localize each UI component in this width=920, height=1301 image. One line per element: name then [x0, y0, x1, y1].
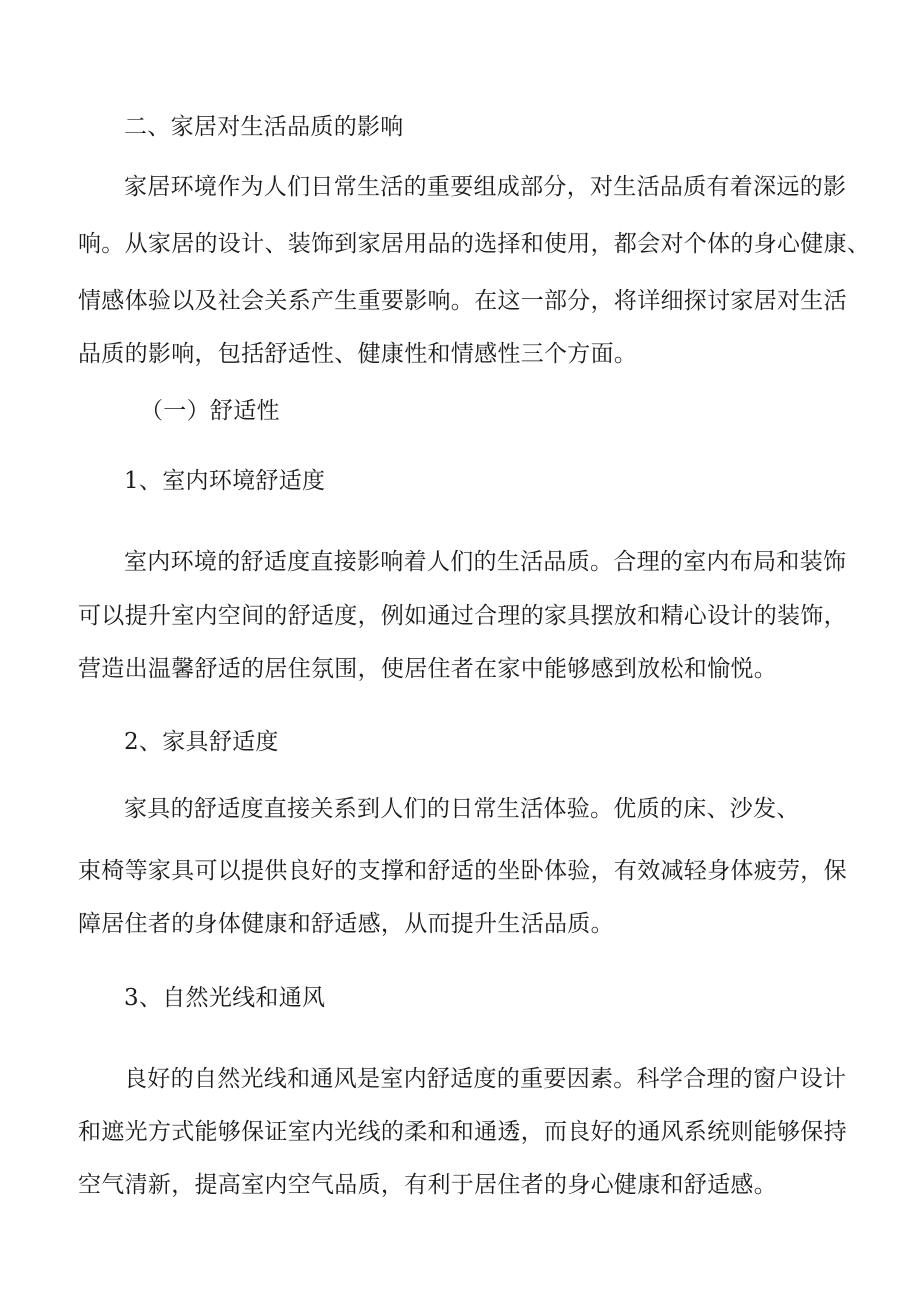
subsection-heading: （一）舒适性	[140, 398, 280, 424]
paragraph-line: 良好的自然光线和通风是室内舒适度的重要因素。科学合理的窗户设计	[124, 1066, 847, 1092]
paragraph-line: 营造出温馨舒适的居住氛围，使居住者在家中能够感到放松和愉悦。	[78, 656, 777, 682]
intro-line: 家居环境作为人们日常生活的重要组成部分，对生活品质有着深远的影	[124, 174, 847, 200]
paragraph-line: 家具的舒适度直接关系到人们的日常生活体验。优质的床、沙发、	[124, 796, 800, 822]
paragraph-line: 和遮光方式能够保证室内光线的柔和和通透，而良好的通风系统则能够保持	[78, 1119, 847, 1145]
paragraph-line: 空气清新，提高室内空气品质，有利于居住者的身心健康和舒适感。	[78, 1172, 777, 1198]
paragraph-line: 可以提升室内空间的舒适度，例如通过合理的家具摆放和精心设计的装饰，	[78, 603, 847, 629]
paragraph-line: 束椅等家具可以提供良好的支撑和舒适的坐卧体验，有效减轻身体疲劳，保	[78, 858, 847, 884]
intro-line: 情感体验以及社会关系产生重要影响。在这一部分，将详细探讨家居对生活	[78, 288, 847, 314]
paragraph-line: 室内环境的舒适度直接影响着人们的生活品质。合理的室内布局和装饰	[124, 549, 847, 575]
intro-line: 品质的影响，包括舒适性、健康性和情感性三个方面。	[78, 341, 638, 367]
item-heading: 3、自然光线和通风	[124, 985, 326, 1011]
section-heading: 二、家居对生活品质的影响	[124, 114, 404, 140]
item-heading: 1、室内环境舒适度	[124, 468, 326, 494]
item-heading: 2、家具舒适度	[124, 729, 279, 755]
paragraph-line: 障居住者的身体健康和舒适感，从而提升生活品质。	[78, 911, 614, 937]
intro-line: 响。从家居的设计、装饰到家居用品的选择和使用，都会对个体的身心健康、	[78, 231, 871, 257]
